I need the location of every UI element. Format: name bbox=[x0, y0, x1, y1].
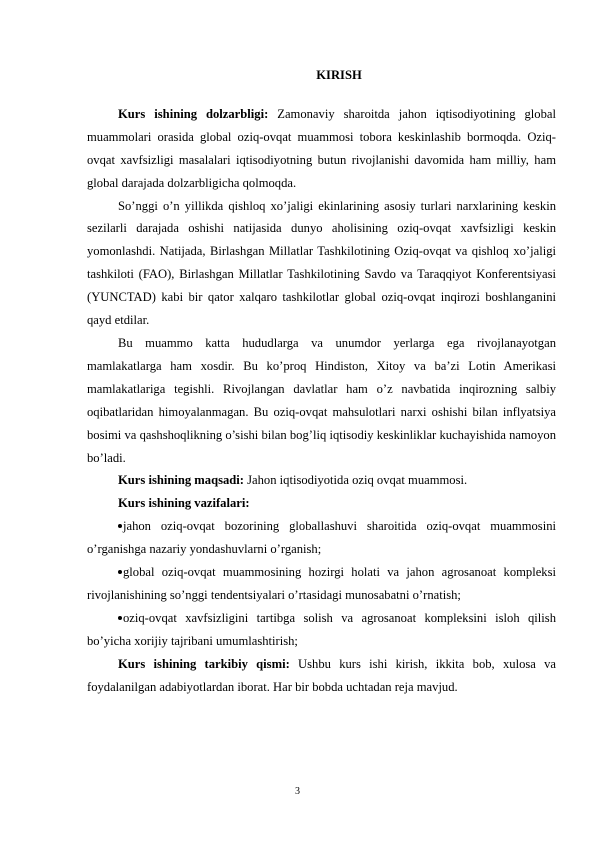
goal-label: Kurs ishining maqsadi: bbox=[118, 473, 244, 488]
section-title: KIRISH bbox=[316, 68, 362, 82]
bullet-text: global oziq-ovqat muammosining hozirgi holati va jahon agrosanoat kompleksi rivojlanishining so’nggi tendentsiyalari o’rtasidagi munosabatni o’rnatish; bbox=[87, 565, 556, 602]
paragraph-decade: So’nggi o’n yillikda qishloq xo’jaligi ekinlarining asosiy turlari narxlarining keskin sezilarli darajada oshishi natijasida dunyo aholisining oziq-ovqat xavfsizligi keskin yomonlashdi. Natijada, Birlashgan Millatlar Tashkilotining Oziq-ovqat va qishloq xo’jaligi tashkiloti (FAO), Birlashgan Millatlar Tashkilotining Savdo va Taraqqiyot Konferentsiyasi (YUNCTAD) kabi bir qator xalqaro tashkilotlar global oziq-ovqat inqirozi boshlanganini qayd etdilar. bbox=[87, 198, 556, 328]
document-body bbox=[87, 64, 557, 698]
paragraph-goal bbox=[87, 469, 556, 492]
paragraph-tasks bbox=[87, 492, 556, 515]
relevance-text: Zamonaviy sharoitda jahon iqtisodiyotining global muammolari orasida global oziq-ovqat muammosi tobora keskinlashib bormoqda. Oziq-ovqat xavfsizligi masalalari iqtisodiyotning butun rivojlanishi davomida ham milliy, ham global darajada dolzarbligicha qolmoqda. bbox=[87, 106, 556, 190]
structure-text: Ushbu kurs ishi kirish, ikkita bob, xulosa va foydalanilgan adabiyotlardan iborat. Har bir bobda uchtadan reja mavjud. bbox=[87, 656, 557, 694]
tasks-label: Kurs ishining vazifalari: bbox=[118, 496, 250, 511]
relevance-label: Kurs ishining dolzarbligi: bbox=[118, 106, 269, 121]
bullet-dot-icon bbox=[118, 570, 122, 574]
page-number: 3 bbox=[295, 786, 300, 797]
bullet-item bbox=[87, 607, 556, 653]
structure-label: Kurs ishining tarkibiy qismi: bbox=[118, 656, 290, 671]
paragraph-problem: Bu muammo katta hududlarga va unumdor yerlarga ega rivojlanayotgan mamlakatlarga ham xosdir. Bu ko’proq Hindiston, Xitoy va ba’zi Lotin Amerikasi mamlakatlariga tegishli. Rivojlangan davlatlar ham o’z navbatida inqirozning salbiy oqibatlaridan himoyalanmagan. Bu oziq-ovqat mahsulotlari narxi oshishi bilan inflyatsiya bosimi va qashshoqlikning o’sishi bilan bog’liq iqtisodiy keskinliklar kuchayishida namoyon bo’ladi. bbox=[87, 335, 556, 465]
bullet-item bbox=[87, 515, 556, 561]
bullet-item bbox=[87, 561, 556, 607]
bullet-dot-icon bbox=[118, 616, 122, 620]
goal-text: Jahon iqtisodiyotida oziq ovqat muammosi. bbox=[243, 473, 468, 488]
paragraph-structure bbox=[87, 653, 556, 699]
bullet-text: jahon oziq-ovqat bozorining globallashuvi sharoitida oziq-ovqat muammosini o’rganishga nazariy yondashuvlarni o’rganish; bbox=[87, 519, 556, 557]
bullet-text: oziq-ovqat xavfsizligini tartibga solish va agrosanoat kompleksini isloh qilish bo’yicha xorijiy tajribani umumlashtirish; bbox=[87, 610, 556, 648]
bullet-dot-icon bbox=[118, 524, 122, 528]
paragraph-relevance bbox=[87, 103, 556, 195]
